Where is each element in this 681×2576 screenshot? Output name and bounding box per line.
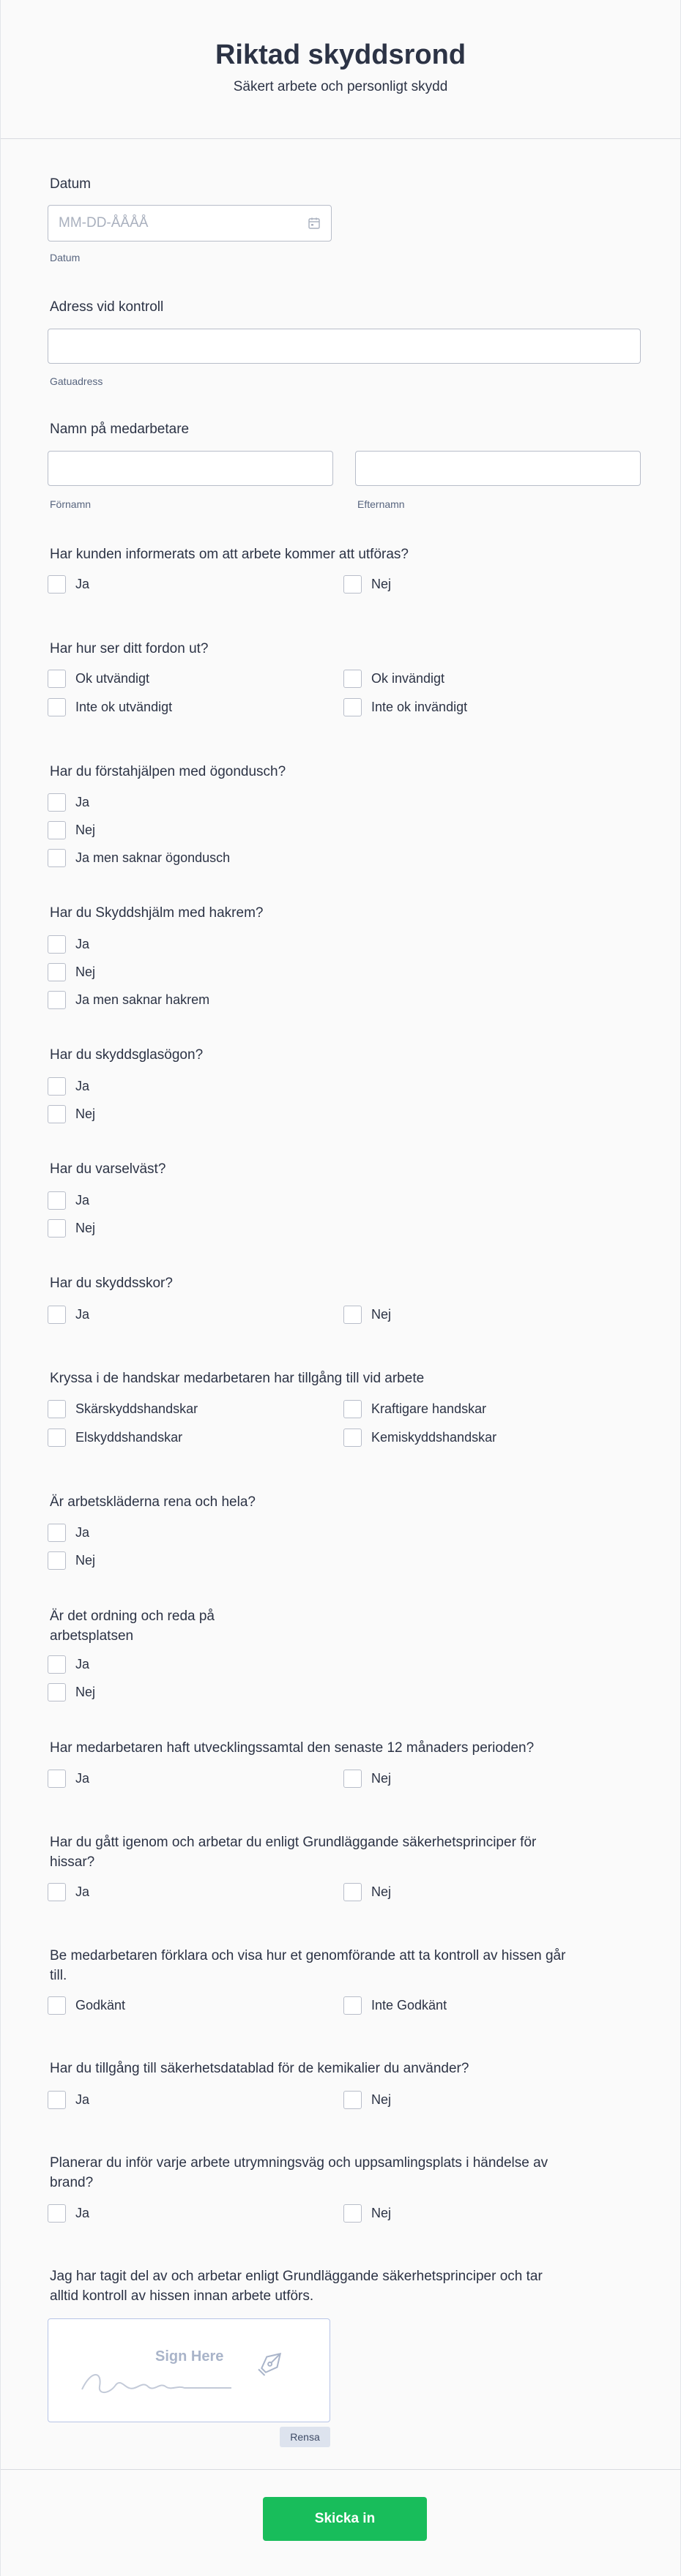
checkbox[interactable] [48,670,66,688]
checkbox[interactable] [343,1996,362,2015]
checkbox[interactable] [343,1400,362,1418]
checkbox[interactable] [48,2204,66,2223]
checkbox[interactable] [48,1770,66,1788]
checkbox[interactable] [343,670,362,688]
checkbox[interactable] [343,1429,362,1447]
checkbox[interactable] [48,698,66,716]
checkbox[interactable] [48,1191,66,1210]
checkbox[interactable] [48,849,66,867]
question-vest: Har du varselväst? [50,1161,166,1177]
question-first-aid: Har du förstahjälpen med ögondusch? [50,764,286,779]
checkbox[interactable] [48,793,66,812]
question-safety-datasheets: Har du tillgång till säkerhetsdatablad för de kemikalier du använder? [50,2061,469,2076]
checkbox[interactable] [48,1996,66,2015]
checkbox[interactable] [48,1306,66,1324]
question-lift-control: Be medarbetaren förklara och visa hur et genomförande att ta kontroll av hissen går till. [50,1948,566,1983]
clear-signature-button[interactable]: Rensa [280,2427,330,2447]
footer-divider [1,2469,680,2470]
calendar-icon[interactable] [308,217,321,230]
checkbox[interactable] [48,935,66,954]
last-name-sublabel: Efternamn [357,498,405,510]
question-lift-principles: Har du gått igenom och arbetar du enligt Grundläggande säkerhetsprinciper för hissar? [50,1835,537,1870]
checkbox[interactable] [343,2091,362,2109]
checkbox[interactable] [48,1105,66,1123]
date-sublabel: Datum [50,252,81,263]
question-gloves: Kryssa i de handskar medarbetaren har tillgång till vid arbete [50,1371,425,1386]
sign-here-placeholder: Sign Here [155,2348,224,2365]
address-label: Adress vid kontroll [50,299,164,315]
checkbox[interactable] [48,575,66,594]
submit-button[interactable]: Skicka in [263,2497,427,2541]
checkbox[interactable] [343,1770,362,1788]
checkbox[interactable] [48,2091,66,2109]
checkbox[interactable] [48,991,66,1009]
checkbox[interactable] [343,2204,362,2223]
question-order-tidiness: Är det ordning och reda på arbetsplatsen [50,1609,215,1644]
checkbox[interactable] [48,821,66,839]
checkbox[interactable] [343,1306,362,1324]
address-sublabel: Gatuadress [50,375,103,387]
checkbox[interactable] [48,1400,66,1418]
date-input[interactable] [48,205,332,242]
checkbox[interactable] [343,698,362,716]
pen-nib-icon [255,2347,287,2379]
first-name-input[interactable] [48,451,333,486]
signature-label: Jag har tagit del av och arbetar enligt Grundläggande säkerhetsprinciper och tar alltid kontroll av hissen innan arbete utförs. [50,2269,543,2304]
question-safety-glasses: Har du skyddsglasögon? [50,1047,204,1063]
street-address-input[interactable] [48,329,641,364]
question-helmet: Har du Skyddshjälm med hakrem? [50,905,264,921]
form-header [1,0,680,139]
last-name-input[interactable] [355,451,641,486]
date-label: Datum [50,176,91,192]
checkbox[interactable] [48,1551,66,1570]
form-title: Riktad skyddsrond [215,40,466,70]
name-label: Namn på medarbetare [50,422,190,437]
checkbox[interactable] [48,963,66,981]
checkbox[interactable] [48,1524,66,1542]
form-subtitle: Säkert arbete och personligt skydd [233,79,448,94]
checkbox[interactable] [48,1883,66,1901]
checkbox[interactable] [48,1219,66,1238]
checkbox[interactable] [48,1429,66,1447]
question-workwear: Är arbetskläderna rena och hela? [50,1494,256,1510]
checkbox[interactable] [48,1655,66,1674]
form-page: Riktad skyddsrond Säkert arbete och personligt skydd Datum MM-DD-ÅÅÅÅ Datum Adress vid kontroll Gatuadress Namn på medarbetare Förnamn Efternamn Har kunden informerats om att arbete kommer att utföras? Ja Nej Har hur ser ditt fordon ut? Ok utvändigt Ok invändigt Inte ok utvändigt Inte ok invändigt Har du förstahjälpen med ögondusch? Ja Nej Ja men saknar ögondusch Har du Skyddshjälm med hakrem? Ja Nej Ja men saknar hakrem Har du skyddsglasögon? Ja Nej Har du varselväst? Ja Nej Har du skyddsskor? Ja Nej Kryssa i de handskar medarbetaren har tillgång till vid arbete Skärskyddshandskar Kraftigare handskar Elskyddshandskar Kemiskyddshandskar Är arbetskläderna rena och hela? Ja Nej Är det ordning och reda på arbetsplatsen Ja Nej Har medarbetaren haft utvecklingssamtal den senaste 12 månaders perioden? Ja Nej Har du gått igenom och arbetar du enligt Grundläggande säkerhetsprinciper för hissar? Ja Nej Be medarbetaren förklara och visa hur et genomförande att ta kontroll av hissen går till. Godkänt Inte Godkänt Har du tillgång till säkerhetsdatablad för de kemikalier du använder? Ja Nej Planerar du inför varje arbete utrymningsväg och uppsamlingsplats i händelse av brand? Ja Nej Jag har tagit del av och arbetar enligt Grundläggande säkerhetsprinciper och tar alltid kontroll av hissen innan arbete utförs. Sign Here Rensa Skicka in [0,0,681,2576]
first-name-sublabel: Förnamn [50,498,92,510]
question-appraisal: Har medarbetaren haft utvecklingssamtal den senaste 12 månaders perioden? [50,1740,535,1756]
question-customer-informed: Har kunden informerats om att arbete kommer att utföras? [50,547,409,562]
checkbox[interactable] [343,1883,362,1901]
question-evacuation: Planerar du inför varje arbete utrymningsväg och uppsamlingsplats i händelse av brand? [50,2155,548,2190]
signature-pad[interactable] [48,2318,330,2422]
checkbox[interactable] [48,1077,66,1096]
checkbox[interactable] [48,1683,66,1701]
date-placeholder: MM-DD-ÅÅÅÅ [59,215,149,231]
checkbox[interactable] [343,575,362,594]
question-vehicle: Har hur ser ditt fordon ut? [50,641,209,656]
question-safety-shoes: Har du skyddsskor? [50,1276,173,1291]
